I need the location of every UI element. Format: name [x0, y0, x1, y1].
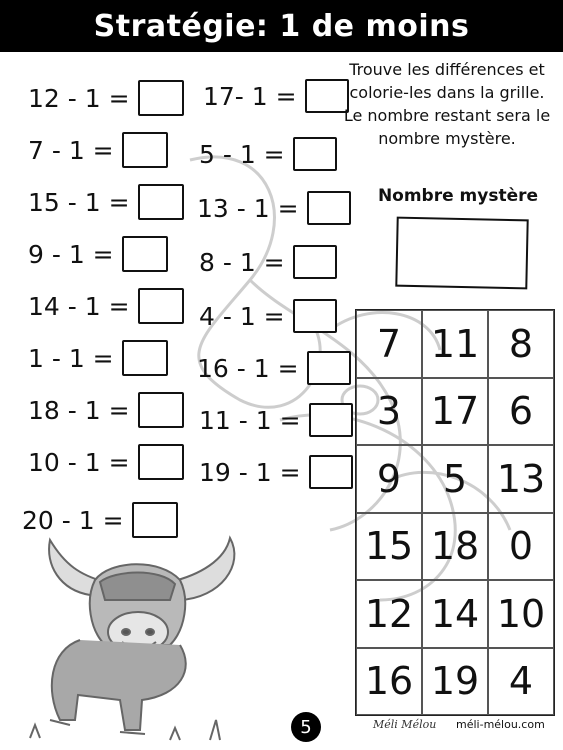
answer-box[interactable]	[138, 444, 184, 480]
grid-cell[interactable]: 15	[356, 513, 422, 581]
equation-left-9: 20 - 1 =	[22, 500, 178, 540]
grid-cell[interactable]: 9	[356, 445, 422, 513]
brand-url: méli-mélou.com	[456, 718, 545, 731]
grid-cell[interactable]: 17	[422, 378, 488, 446]
grid-cell[interactable]: 7	[356, 310, 422, 378]
mystery-number-box[interactable]	[395, 217, 528, 290]
grid-cell[interactable]: 11	[422, 310, 488, 378]
mystery-number-label: Nombre mystère	[377, 186, 539, 206]
equation-right-3: 13 - 1 =	[197, 188, 351, 228]
equation-right-5: 4 - 1 =	[199, 296, 337, 336]
equation-left-6: 1 - 1 =	[28, 338, 168, 378]
grid-cell[interactable]: 19	[422, 648, 488, 716]
grid-cell[interactable]: 12	[356, 580, 422, 648]
answer-box[interactable]	[307, 191, 351, 225]
equation-left-5: 14 - 1 =	[28, 286, 184, 326]
answer-box[interactable]	[138, 80, 184, 116]
equation-left-8: 10 - 1 =	[28, 442, 184, 482]
grid-cell[interactable]: 14	[422, 580, 488, 648]
equation-right-6: 16 - 1 =	[197, 348, 351, 388]
grid-cell[interactable]: 8	[488, 310, 554, 378]
title-banner	[0, 0, 563, 52]
grid-cell[interactable]: 6	[488, 378, 554, 446]
page-number: 5	[291, 712, 321, 742]
grid-cell[interactable]: 0	[488, 513, 554, 581]
equation-right-8: 19 - 1 =	[199, 452, 353, 492]
answer-box[interactable]	[293, 299, 337, 333]
equation-left-7: 18 - 1 =	[28, 390, 184, 430]
grid-cell[interactable]: 5	[422, 445, 488, 513]
page-title: Stratégie: 1 de moins	[93, 8, 470, 44]
equation-right-2: 5 - 1 =	[199, 134, 337, 174]
answer-box[interactable]	[122, 236, 168, 272]
equation-left-4: 9 - 1 =	[28, 234, 168, 274]
answer-box[interactable]	[138, 392, 184, 428]
equation-left-1: 12 - 1 =	[28, 78, 184, 118]
answer-box[interactable]	[309, 403, 353, 437]
number-grid	[355, 309, 555, 716]
answer-box[interactable]	[122, 340, 168, 376]
answer-box[interactable]	[309, 455, 353, 489]
grid-cell[interactable]: 3	[356, 378, 422, 446]
grid-cell[interactable]: 18	[422, 513, 488, 581]
highland-cow-illustration	[20, 520, 250, 745]
grid-cell[interactable]: 13	[488, 445, 554, 513]
answer-box[interactable]	[293, 245, 337, 279]
instructions: Trouve les différences et colorie-les dans la grille. Le nombre restant sera le nombre mystère.	[343, 60, 551, 148]
answer-box[interactable]	[293, 137, 337, 171]
answer-box[interactable]	[307, 351, 351, 385]
equation-left-2: 7 - 1 =	[28, 130, 168, 170]
answer-box[interactable]	[138, 184, 184, 220]
answer-box[interactable]	[122, 132, 168, 168]
equation-right-1: 17- 1 =	[203, 76, 349, 116]
equation-left-3: 15 - 1 =	[28, 182, 184, 222]
equation-right-7: 11 - 1 =	[199, 400, 353, 440]
equation-right-4: 8 - 1 =	[199, 242, 337, 282]
brand-logo: Méli Mélou	[373, 718, 437, 731]
grid-cell[interactable]: 16	[356, 648, 422, 716]
grid-cell[interactable]: 4	[488, 648, 554, 716]
answer-box[interactable]	[138, 288, 184, 324]
grid-cell[interactable]: 10	[488, 580, 554, 648]
